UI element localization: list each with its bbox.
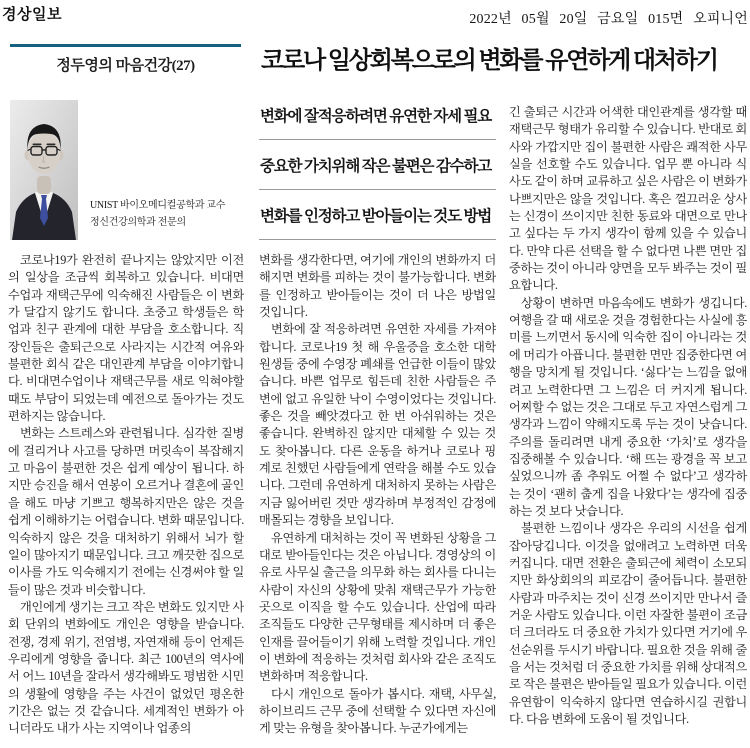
paragraph: 불편한 느낌이나 생각은 우리의 시선을 쉽게 잡아당깁니다. 이것을 없애려고 노력하면 더욱 커집니다. 대면 전환은 출퇴근에 체력이 소모되지만 화상회의의 피로감이 줄어듭니다. 불편한 사람과 마주치는 것이 신경 쓰이지만 만나서 즐거운 사람도 있습니다. 이런 자잘한 불편이 조금 더 크더라도 더 중요한 가치가 있다면 거기에 우선순위를 두시기 바랍니다. 필요한 것을 위해 줄을 서는 것처럼 더 중요한 가치를 위해 상대적으로 작은 불편은 받아들일 필요가 있습니다. 이런 유연함이 익숙하지 않다면 연습하시길 권합니다. 다음 변화에 도움이 될 것입니다. [509,521,747,727]
subhead-3: 변화를 인정하고 받아들이는 것도 방법 [259,200,496,240]
paragraph: 상황이 변하면 마음속에도 변화가 생깁니다. 여행을 갈 때 새로운 것을 경험한다는 사실에 흥미를 느끼면서 동시에 익숙한 집이 아니라는 것에 머리가 아픕니다. 불편한 면만 집중한다면 여행을 망치게 될 것입니다. ‘싫다’는 느낌을 없애려고 노력한다면 그 느낌은 더 커지게 됩니다. 어찌할 수 없는 것은 그대로 두고 자연스럽게 그 생각과 느낌이 약해지도록 두는 것이 낫습니다. 주의를 돌리려면 내게 중요한 ‘가치’로 생각을 집중해볼 수 있습니다. ‘해 뜨는 광경을 꼭 보고 싶었으니까 좀 추워도 어쩔 수 없다’고 생각하는 것이 ‘괜히 춥게 집을 나왔다’는 생각에 집중하는 것 보다 낫습니다. [509,295,747,518]
article-column-1 [8,252,244,745]
masthead: 경상일보 [2,6,62,23]
headline: 코로나 일상회복으로의 변화를 유연하게 대처하기 [261,48,717,74]
article-column-3 [509,104,747,745]
paragraph-continuation: 변화를 생각한다면, 여기에 개인의 변화까지 더해지면 변화를 피하는 것이 불가능합니다. 변화를 인정하고 받아들이는 것이 더 나은 방법일 것입니다. [259,253,496,320]
paragraph: 다시 개인으로 돌아가 봅시다. 재택, 사무실, 하이브리드 근무 중에 선택할 수 있다면 자신에게 맞는 유형을 찾아봅니다. 누군가에게는 [259,686,496,736]
author-caption-line1: UNIST 바이오메디컬공학과 교수 [90,200,226,211]
dateline: 2022년 05월 20일 금요일 015면 오피니언 [469,12,748,27]
paragraph: 변화에 잘 적응하려면 유연한 자세를 가져야 합니다. 코로나19 첫 해 우울증을 호소한 대학원생들 중에 수영장 폐쇄를 언급한 이들이 많았습니다. 바쁜 업무로 힘든데 친한 사람들은 주변에 없고 유일한 낙이 수영이었다는 것입니다. 좋은 것을 빼앗겼다고 한 번 아쉬워하는 것은 좋습니다. 완벽하진 않지만 대체할 수 있는 것도 찾아봅니다. 다른 운동을 하거나 코로나 핑계로 친했던 사람들에게 연락을 해볼 수도 있습니다. 그런데 유연하게 대처하지 못하는 사람은 지금 잃어버린 것만 생각하며 부정적인 감정에 매몰되는 경향을 보입니다. [259,322,496,528]
column-header-title: 정두영의 마음건강(27) [56,58,195,74]
author-portrait-illustration [10,100,78,240]
paragraph: 코로나19가 완전히 끝나지는 않았지만 이전의 일상을 조금씩 회복하고 있습니다. 비대면 수업과 재택근무에 익숙해진 사람들은 이 변화가 달갑지 않기도 합니다. 초중고 학생들은 학업과 친구 관계에 대한 부담을 호소합니다. 직장인들은 출퇴근으로 사라지는 시간적 여유와 불편한 회식 같은 대인관계 부담을 이야기합니다. 비대면수업이나 재택근무를 새로 익혀야할 때도 부담이 되었는데 예전으로 돌아가는 것도 편하지는 않습니다. [8,253,244,424]
author-caption-line2: 정신건강의학과 전문의 [90,217,186,228]
subhead-list [259,100,496,240]
article-column-2 [259,252,496,745]
subhead-2: 중요한 가치위해 작은 불편은 감수하고 [259,150,496,190]
paragraph: 개인에게 생기는 크고 작은 변화도 있지만 사회 단위의 변화에도 개인은 영향을 받습니다. 전쟁, 경제 위기, 전염병, 자연재해 등이 언제든 우리에게 영향을 줍니다. 최근 100년의 역사에서 어느 10년을 잘라서 생각해봐도 평범한 시민의 생활에 영향을 주는 사건이 없었던 평온한 기간은 없는 것 같습니다. 세계적인 변화가 아니더라도 내가 사는 지역이나 업종의 [8,599,244,736]
author-caption [90,197,252,231]
column-header-rule [10,44,241,47]
author-photo [10,100,78,240]
paragraph: 변화는 스트레스와 관련됩니다. 심각한 질병에 걸리거나 사고를 당하면 머릿속이 복잡해지고 마음이 불편한 것은 쉽게 예상이 됩니다. 하지만 승진을 해서 연봉이 오르거나 결혼에 골인을 해도 마냥 기쁘고 행복하지만은 않은 것을 쉽게 이해하기는 어렵습니다. 변화 때문입니다. 익숙하지 않은 것을 대처하기 위해서 뇌가 할 일이 많아지기 때문입니다. 크고 깨끗한 집으로 이사를 가도 익숙해지기 전에는 신경써야 할 일들이 많은 것과 비슷합니다. [8,426,244,597]
subhead-1: 변화에 잘적응하려면 유연한 자세 필요 [259,100,496,140]
paragraph-continuation: 긴 출퇴근 시간과 어색한 대인관계를 생각할 때 재택근무 형태가 유리할 수 있습니다. 반대로 회사와 가깝지만 집이 불편한 사람은 쾌적한 사무실을 선호할 수도 있습니다. 업무 뿐 아니라 식사도 같이 하며 교류하고 싶은 사람은 이 변화가 나쁘지만은 않을 것입니다. 혹은 껄끄러운 상사는 신경이 쓰이지만 친한 동료와 대면으로 만나고 싶다는 두 가지 생각이 함께 있을 수 있습니다. 만약 다른 선택을 할 수 없다면 나쁜 면만 집중하는 것이 아니라 양면을 모두 봐주는 것이 필요합니다. [509,105,747,293]
paragraph: 유연하게 대처하는 것이 꼭 변화된 상황을 그대로 받아들인다는 것은 아닙니다. 경영상의 이유로 사무실 출근을 의무화 하는 회사를 다니는 사람이 자신의 상황에 맞춰 재택근무가 가능한 곳으로 이직을 할 수도 있습니다. 산업에 따라 조직들도 다양한 근무형태를 제시하며 더 좋은 인재를 끌어들이기 위해 노력할 것입니다. 개인이 변화에 적응하는 것처럼 회사와 같은 조직도 변화하며 적응합니다. [259,530,496,684]
